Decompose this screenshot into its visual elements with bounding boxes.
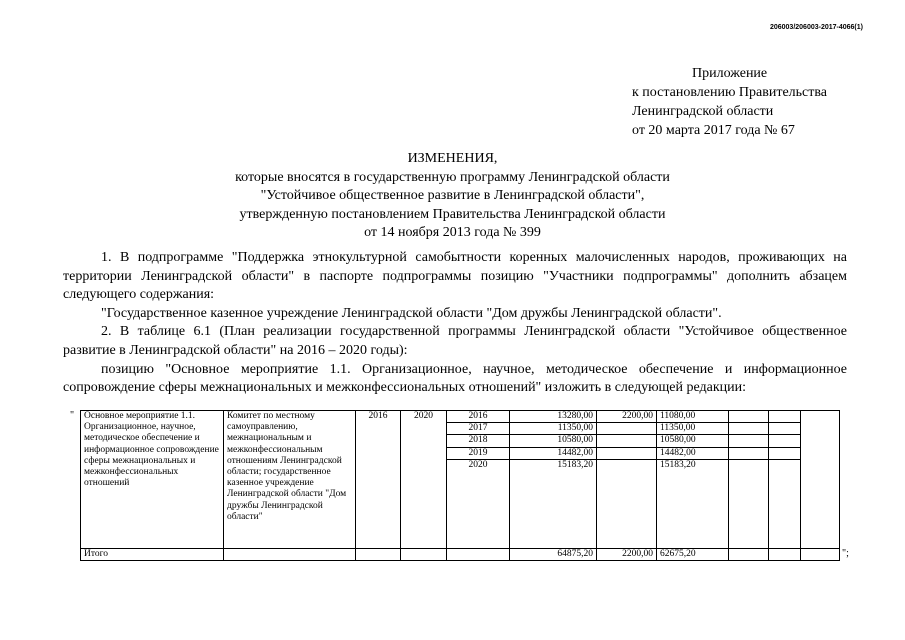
table-row <box>81 411 840 549</box>
regional-cell: 11350,00 <box>657 423 728 435</box>
grand-total-cell: 64875,20 <box>510 549 597 561</box>
year-cell: 2016 <box>447 411 509 423</box>
empty-cell <box>224 549 356 561</box>
end-year-cell: 2020 <box>401 411 447 549</box>
year-cell: 2017 <box>447 423 509 435</box>
title-line-4: утвержденную постановлением Правительства Ленинградской области <box>239 206 666 222</box>
regional-cell: 10580,00 <box>657 435 728 447</box>
document-id: 206003/206003-2017-4066(1) <box>769 24 863 31</box>
empty-cell <box>769 549 801 561</box>
empty-cell <box>801 411 840 549</box>
regional-cell: 11080,00 <box>657 411 728 423</box>
federal-cell <box>597 448 656 460</box>
federal-total-cell: 2200,00 <box>597 549 657 561</box>
event-name-cell: Основное мероприятие 1.1. Организационное, научное, методическое обеспечение и информационное сопровождение сферы межнациональных и межконфессиональных отношений <box>81 411 224 549</box>
federal-cell <box>597 423 656 435</box>
start-year-cell: 2016 <box>356 411 401 549</box>
total-column <box>510 411 597 549</box>
appendix-line-3: Ленинградской области <box>632 104 774 119</box>
paragraph-1: 1. В подпрограмме "Поддержка этнокультурной самобытности коренных малочисленных народов, проживающих на территории Ленинградской области" в паспорте подпрограммы позицию "Участники подпрограммы" дополнить абзацем следующего содержания: <box>63 250 847 303</box>
close-quote: "; <box>842 548 849 559</box>
paragraph-4: позицию "Основное мероприятие 1.1. Организационное, научное, методическое обеспечение и информационное сопровождение сферы межнациональных и межконфессиональных отношений" изложить в следующей редакции: <box>63 361 847 396</box>
total-cell: 14482,00 <box>510 448 596 460</box>
appendix-line-4: от 20 марта 2017 года № 67 <box>632 123 795 138</box>
total-label-cell: Итого <box>81 549 224 561</box>
total-cell: 13280,00 <box>510 411 596 423</box>
total-cell: 10580,00 <box>510 435 596 447</box>
empty-cell <box>356 549 401 561</box>
federal-cell <box>597 460 656 471</box>
other-column <box>769 411 801 549</box>
paragraph-3: 2. В таблице 6.1 (План реализации государственной программы Ленинградской области "Устойчивое общественное развитие в Ленинградской области" на 2016 – 2020 годы): <box>63 324 847 358</box>
appendix-line-2: к постановлению Правительства <box>632 85 828 100</box>
empty-cell <box>801 549 840 561</box>
local-column <box>729 411 769 549</box>
total-cell: 15183,20 <box>557 459 593 470</box>
year-column <box>447 411 510 549</box>
title-line-2: которые вносятся в государственную программу Ленинградской области <box>235 169 670 185</box>
document-body <box>63 249 847 398</box>
regional-total-cell: 62675,20 <box>657 549 729 561</box>
total-cell: 11350,00 <box>510 423 596 435</box>
regional-cell: 14482,00 <box>657 448 728 460</box>
appendix-line-1: Приложение <box>692 66 768 81</box>
paragraph-2: "Государственное казенное учреждение Ленинградской области "Дом дружбы Ленинградской области". <box>101 305 722 321</box>
title-line-1: ИЗМЕНЕНИЯ, <box>407 151 498 166</box>
empty-cell <box>401 549 447 561</box>
empty-cell <box>729 549 769 561</box>
executors-cell: Комитет по местному самоуправлению, межнациональным и межконфессиональным отношениям Ленинградской области; государственное казенное учреждение Ленинградской области "Дом дружбы Ленинградской области" <box>224 411 356 549</box>
federal-cell <box>597 435 656 447</box>
plan-table <box>80 410 840 561</box>
appendix-header <box>632 64 827 140</box>
federal-column <box>597 411 657 549</box>
year-cell: 2019 <box>447 448 509 460</box>
open-quote: " <box>70 410 75 421</box>
empty-cell <box>447 549 510 561</box>
document-title <box>0 150 905 243</box>
title-line-3: "Устойчивое общественное развитие в Ленинградской области", <box>260 188 645 203</box>
year-cell: 2020 <box>468 459 488 470</box>
table-row <box>81 549 840 561</box>
federal-cell: 2200,00 <box>597 411 656 423</box>
regional-cell: 15183,20 <box>660 459 696 470</box>
title-line-5: от 14 ноября 2013 года № 399 <box>364 225 541 240</box>
year-cell: 2018 <box>447 435 509 447</box>
regional-column <box>657 411 729 549</box>
